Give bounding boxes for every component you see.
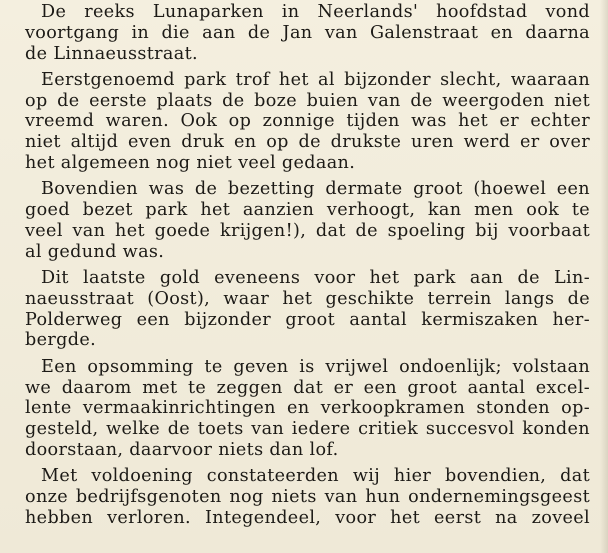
paragraph-2 bbox=[25, 70, 590, 174]
page-edge-shadow bbox=[600, 0, 608, 553]
text-line: goed bezet park het aanzien verhoogt, kan men ook te bbox=[25, 200, 590, 221]
text-line: naeusstraat (Oost), waar het geschikte terrein langs de bbox=[25, 288, 590, 309]
text-line: we daarom met te zeggen dat er een groot aantal excel- bbox=[25, 377, 590, 398]
text-line: op de eerste plaats de boze buien van de weergoden niet bbox=[25, 90, 590, 111]
text-line: gesteld, welke de toets van iedere critiek succesvol konden bbox=[25, 419, 590, 440]
text-line: Eerstgenoemd park trof het al bijzonder slecht, waaraan bbox=[41, 69, 590, 90]
text-line: lente vermaakinrichtingen en verkoopkramen stonden op- bbox=[25, 398, 590, 419]
text-line: doorstaan, daarvoor niets dan lof. bbox=[25, 439, 339, 460]
text-line: vreemd waren. Ook op zonnige tijden was het er echter bbox=[25, 111, 590, 132]
text-line: De reeks Lunaparken in Neerlands' hoofdstad vond bbox=[41, 2, 590, 22]
text-line: al gedund was. bbox=[25, 241, 165, 262]
paragraph-3 bbox=[25, 179, 590, 262]
text-line: hebben verloren. Integendeel, voor het eerst na zoveel bbox=[25, 507, 590, 528]
text-line: veel van het goede krijgen!), dat de spoeling bij voorbaat bbox=[25, 220, 590, 241]
text-line: niet altijd even druk en op de drukste uren werd er over bbox=[25, 132, 590, 153]
text-line: Bovendien was de bezetting dermate groot (hoewel een bbox=[41, 179, 590, 200]
text-line: het algemeen nog niet veel gedaan. bbox=[25, 153, 356, 174]
text-line: onze bedrijfsgenoten nog niets van hun ondernemingsgeest bbox=[25, 487, 590, 508]
text-line: Met voldoening constateerden wij hier bovendien, dat bbox=[41, 466, 590, 487]
text-line: Polderweg een bijzonder groot aantal kermiszaken her- bbox=[25, 309, 590, 330]
paragraph-4 bbox=[25, 268, 590, 351]
text-line: Een opsomming te geven is vrijwel ondoenlijk; volstaan bbox=[41, 356, 590, 377]
text-line: Dit laatste gold eveneens voor het park aan de Lin- bbox=[41, 268, 590, 289]
paragraph-6 bbox=[25, 466, 590, 528]
text-line: bergde. bbox=[25, 330, 97, 351]
text-line: voortgang in die aan de Jan van Galenstraat en daarna bbox=[25, 22, 590, 43]
paragraph-1 bbox=[25, 2, 590, 64]
paragraph-5 bbox=[25, 357, 590, 461]
text-line: de Linnaeusstraat. bbox=[25, 43, 198, 64]
